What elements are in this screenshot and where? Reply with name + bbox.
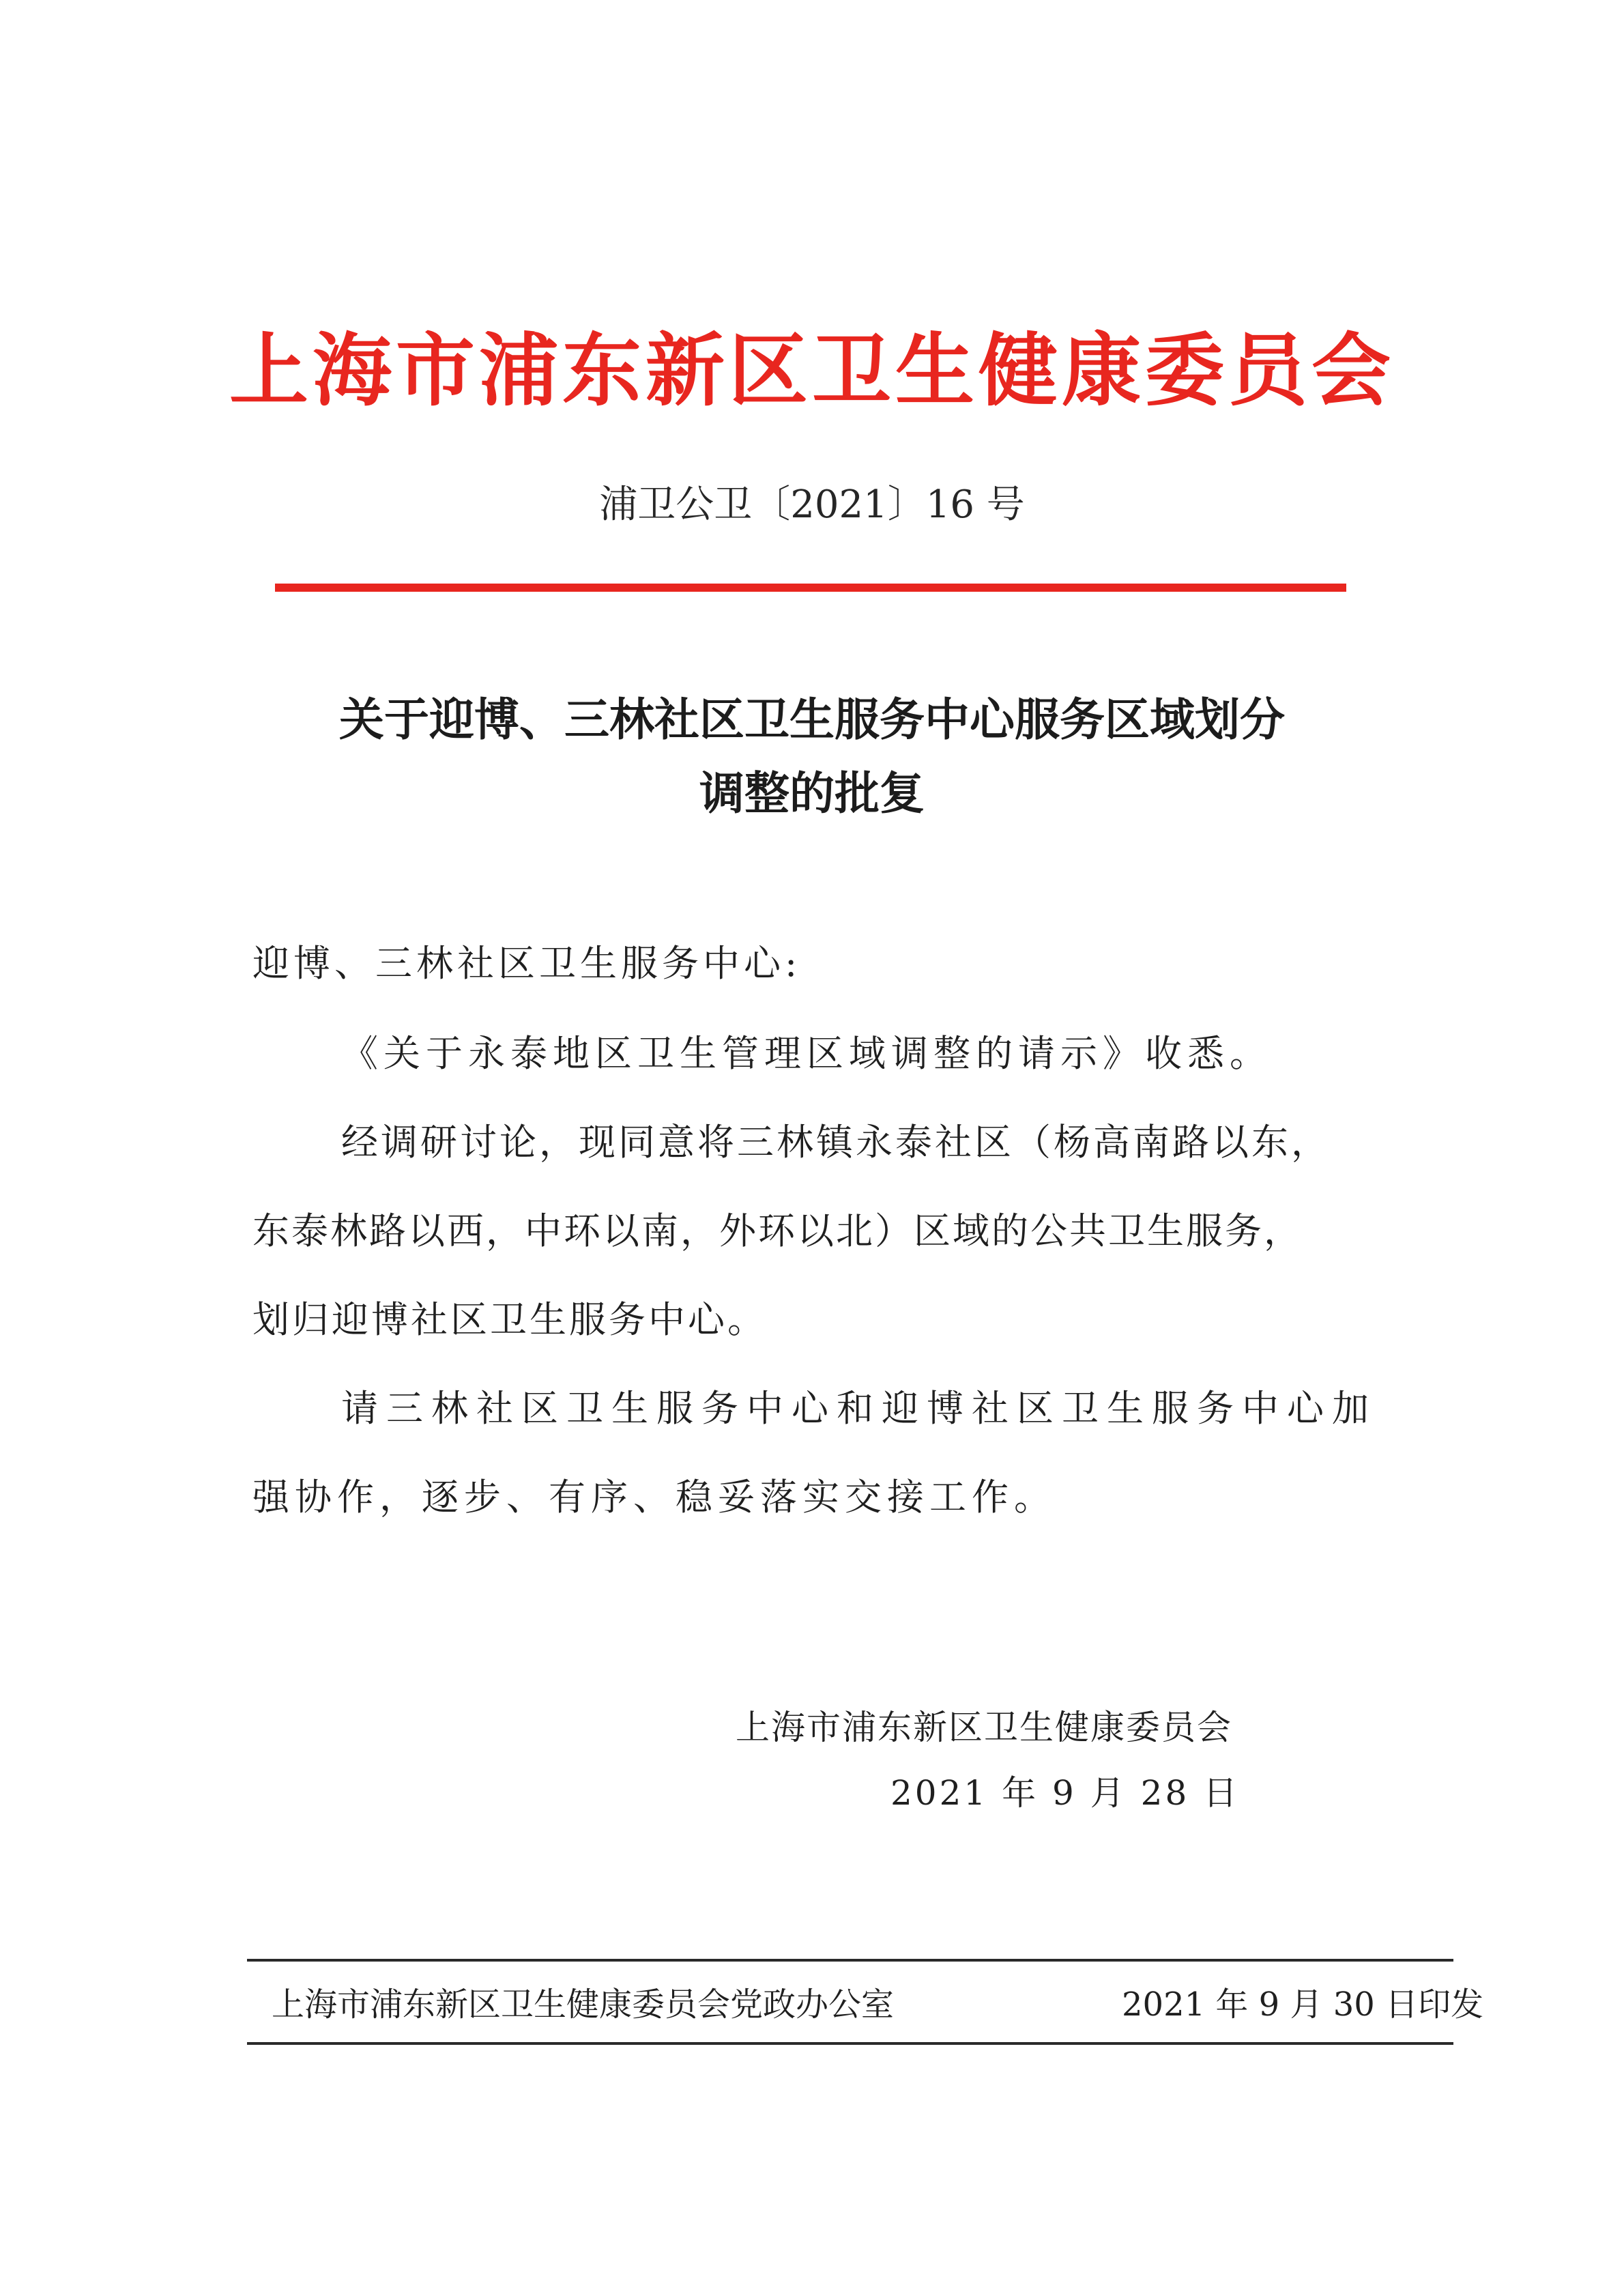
document-title bbox=[0, 683, 1624, 830]
paragraph-2-line-2: 东泰林路以西，中环以南，外环以北）区域的公共卫生服务， bbox=[252, 1209, 1303, 1252]
paragraph-2-line-3: 划归迎博社区卫生服务中心。 bbox=[252, 1298, 767, 1341]
paragraph-3-line-1: 请三林社区卫生服务中心和迎博社区卫生服务中心加 bbox=[341, 1387, 1377, 1430]
footer-print-date: 2021 年 9 月 30 日印发 bbox=[1122, 1985, 1484, 2024]
paragraph-3-line-2: 强协作，逐步、有序、稳妥落实交接工作。 bbox=[252, 1476, 1056, 1519]
issuing-authority-header: 上海市浦东新区卫生健康委员会 bbox=[229, 324, 1395, 417]
document-number: 浦卫公卫〔2021〕16 号 bbox=[599, 483, 1025, 527]
footer-issuer: 上海市浦东新区卫生健康委员会党政办公室 bbox=[272, 1985, 895, 2024]
footer-bottom-rule bbox=[247, 2042, 1453, 2045]
paragraph-1: 《关于永泰地区卫生管理区域调整的请示》收悉。 bbox=[341, 1032, 1272, 1075]
red-separator-line bbox=[275, 584, 1346, 592]
salutation: 迎博、三林社区卫生服务中心: bbox=[252, 942, 802, 985]
signature-date: 2021 年 9 月 28 日 bbox=[890, 1773, 1241, 1813]
document-title-line-2: 调整的批复 bbox=[699, 766, 925, 820]
footer-top-rule bbox=[247, 1959, 1453, 1962]
signature-organization: 上海市浦东新区卫生健康委员会 bbox=[736, 1708, 1232, 1747]
document-title-line-1: 关于迎博、三林社区卫生服务中心服务区域划分 bbox=[339, 693, 1285, 746]
paragraph-2-line-1: 经调研讨论，现同意将三林镇永泰社区（杨高南路以东， bbox=[341, 1121, 1331, 1164]
